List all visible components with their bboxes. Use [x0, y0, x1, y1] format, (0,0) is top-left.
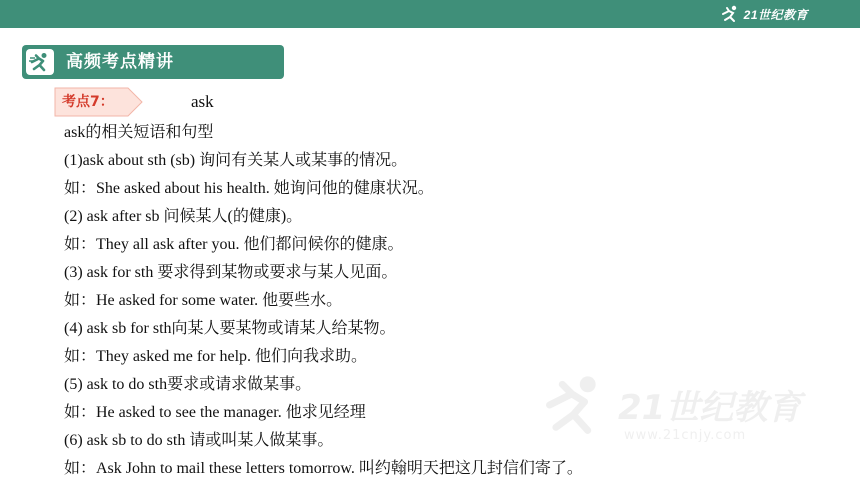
content-line: (4) ask sb for sth向某人要某物或请某人给某物。 [64, 320, 396, 337]
runner-icon [719, 5, 741, 23]
section-title: 高频考点精讲 [66, 52, 174, 72]
section-icon-box [26, 49, 54, 75]
content-line: 如：They asked me for help. 他们向我求助。 [64, 348, 368, 365]
brand-logo [719, 4, 808, 24]
content-line: 如：He asked to see the manager. 他求见经理 [64, 404, 366, 421]
content-line: 如：She asked about his health. 她询问他的健康状况。 [64, 180, 434, 197]
brand-text: 21世纪教育 [743, 7, 808, 22]
content-line: ask的相关短语和句型 [64, 124, 214, 141]
kaodian-word: ask [191, 92, 214, 111]
content-line: 如：He asked for some water. 他要些水。 [64, 292, 343, 309]
content-line: (3) ask for sth 要求得到某物或要求与某人见面。 [64, 264, 398, 281]
watermark-text: 21世纪教育 [618, 388, 802, 428]
content-line: (2) ask after sb 问候某人(的健康)。 [64, 208, 303, 225]
runner-icon [540, 370, 610, 440]
watermark-url: www.21cnjy.com [624, 428, 747, 443]
content-line: (1)ask about sth (sb) 询问有关某人或某事的情况。 [64, 152, 408, 169]
top-bar [0, 0, 860, 28]
content-line: 如：Ask John to mail these letters tomorrow. 叫约翰明天把这几封信们寄了。 [64, 460, 583, 477]
runner-icon [29, 52, 51, 72]
content-line: 如：They all ask after you. 他们都问候你的健康。 [64, 236, 404, 253]
kaodian-tag [54, 87, 144, 117]
section-header [22, 45, 284, 79]
watermark [540, 370, 840, 460]
content-line: (5) ask to do sth要求或请求做某事。 [64, 376, 312, 393]
content-line: (6) ask sb to do sth 请或叫某人做某事。 [64, 432, 334, 449]
kaodian-label: 考点7： [62, 94, 114, 110]
